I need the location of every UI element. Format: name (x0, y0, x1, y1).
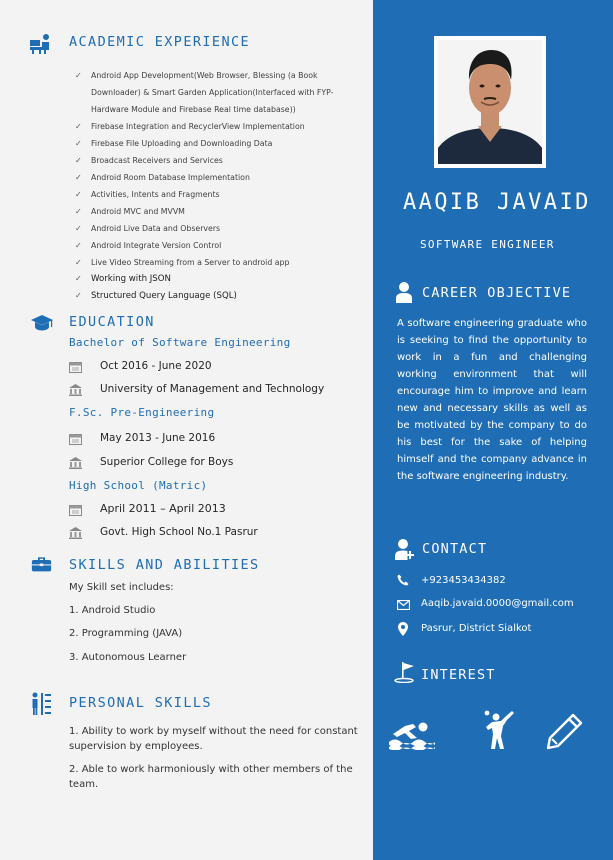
location-pin-icon (398, 622, 408, 636)
academic-item-1: ✓ Android App Development(Web Browser, Blessing (a Book (75, 71, 318, 80)
education-date: April 2011 – April 2013 (100, 502, 226, 515)
personal-skill-item: 1. Ability to work by myself without the need for constant supervision by employees. (69, 726, 358, 752)
skill-item: 3. Autonomous Learner (69, 652, 187, 663)
education-date: Oct 2016 - June 2020 (100, 360, 212, 372)
check-icon: ✓ (75, 122, 82, 131)
academic-item: ✓ Live Video Streaming from a Server to android app (75, 258, 290, 267)
briefcase-icon (31, 553, 52, 574)
academic-item: ✓ Structured Query Language (SQL) (75, 291, 237, 301)
skills-title: SKILLS AND ABILITIES (69, 557, 260, 573)
flag-icon (394, 661, 416, 683)
skill-item: 2. Programming (JAVA) (69, 628, 183, 639)
institution-icon (69, 457, 82, 469)
academic-item: ✓ Working with JSON (75, 274, 171, 284)
check-icon: ✓ (75, 241, 82, 250)
check-icon: ✓ (75, 274, 82, 283)
academic-item: ✓ Firebase Integration and RecyclerView Implementation (75, 122, 305, 131)
skills-intro: My Skill set includes: (69, 582, 174, 593)
academic-experience-icon (29, 31, 53, 55)
profile-role: SOFTWARE ENGINEER (420, 238, 555, 251)
skill-item: 1. Android Studio (69, 605, 156, 616)
education-title: EDUCATION (69, 314, 155, 330)
calendar-icon (69, 504, 82, 516)
contact-title: CONTACT (422, 541, 488, 557)
calendar-icon (69, 433, 82, 445)
academic-item: ✓ Android Live Data and Observers (75, 224, 221, 233)
check-icon: ✓ (75, 207, 82, 216)
pencil-icon (546, 712, 584, 750)
contact-user-icon (395, 538, 415, 562)
address-text: Pasrur, District Sialkot (421, 623, 532, 634)
calendar-icon (69, 361, 82, 373)
cricket-icon (479, 710, 515, 750)
swimming-icon (387, 718, 435, 750)
academic-item: ✓ Firebase File Uploading and Downloading Data (75, 139, 273, 148)
academic-item: ✓ Android MVC and MVVM (75, 207, 185, 216)
academic-item-1-continued: Downloader) & Smart Garden Application(Interfaced with FYP- (91, 88, 334, 97)
career-objective-title: CAREER OBJECTIVE (422, 285, 572, 301)
academic-item: ✓ Activities, Intents and Fragments (75, 190, 220, 199)
user-icon (395, 281, 413, 303)
academic-item: ✓ Android Room Database Implementation (75, 173, 250, 182)
institution-icon (69, 527, 82, 539)
academic-item: ✓ Android Integrate Version Control (75, 241, 222, 250)
personal-skills-icon (31, 692, 53, 716)
academic-experience-title: ACADEMIC EXPERIENCE (69, 34, 251, 50)
education-institution: Govt. High School No.1 Pasrur (100, 526, 258, 538)
degree-title: Bachelor of Software Engineering (69, 336, 291, 349)
check-icon: ✓ (75, 291, 82, 300)
education-institution: University of Management and Technology (100, 383, 325, 395)
personal-skill-item: 2. Able to work harmoniously with other members of the team. (69, 764, 353, 790)
personal-skills-title: PERSONAL SKILLS (69, 695, 212, 711)
check-icon: ✓ (75, 224, 82, 233)
check-icon: ✓ (75, 190, 82, 199)
degree-title: High School (Matric) (69, 479, 208, 492)
phone-text: +923453434382 (421, 575, 506, 586)
check-icon: ✓ (75, 258, 82, 267)
check-icon: ✓ (75, 139, 82, 148)
degree-title: F.Sc. Pre-Engineering (69, 406, 215, 419)
academic-item: ✓ Broadcast Receivers and Services (75, 156, 223, 165)
graduation-cap-icon (30, 311, 54, 335)
check-icon: ✓ (75, 156, 82, 165)
phone-icon (397, 574, 409, 586)
email-icon (397, 600, 410, 610)
academic-item-1-continued: Hardware Module and Firebase Real time database)) (91, 105, 296, 114)
profile-photo (434, 36, 546, 168)
profile-name: AAQIB JAVAID (403, 190, 591, 215)
email-text: Aaqib.javaid.0000@gmail.com (421, 598, 574, 609)
check-icon: ✓ (75, 173, 82, 182)
institution-icon (69, 384, 82, 396)
education-date: May 2013 - June 2016 (100, 432, 216, 444)
check-icon: ✓ (75, 71, 82, 80)
career-objective-text: A software engineering graduate who is seeking to find the opportunity to work in a fun and challenging working environment that will encourage him to improve and learn new and necessary skills as well as be motivated by the company to do his best for the sake of helping himself and the company advance in the software engineering industry. (397, 318, 587, 482)
interest-title: INTEREST (421, 667, 496, 683)
education-institution: Superior College for Boys (100, 456, 234, 468)
